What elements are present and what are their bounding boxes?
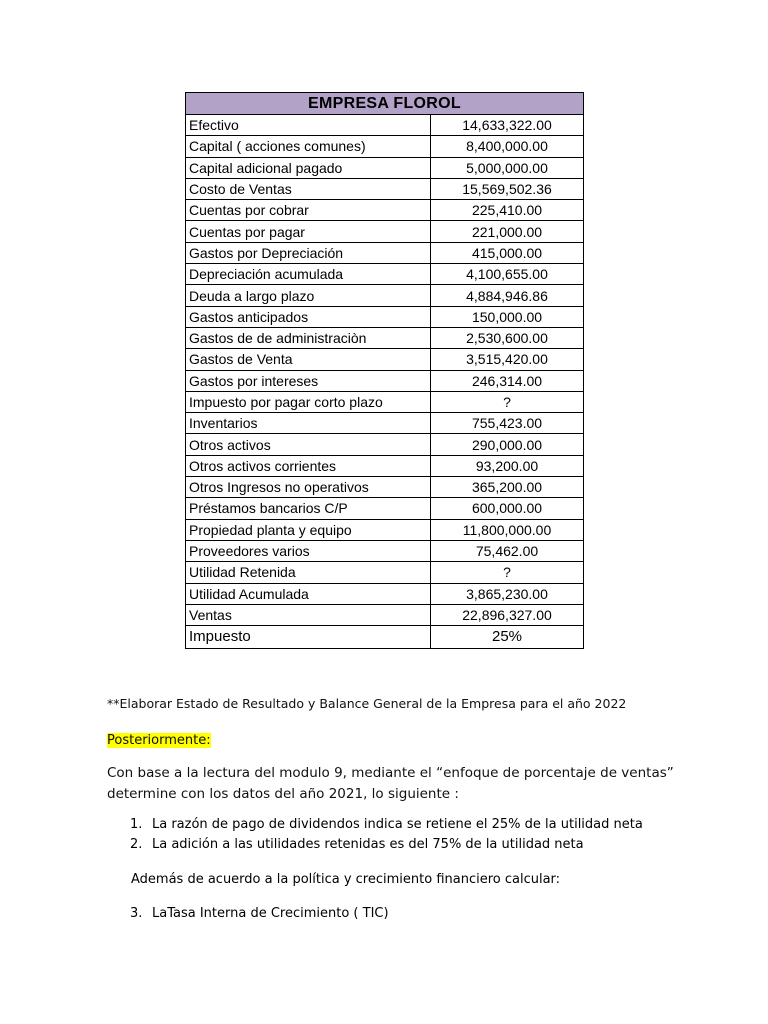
row-label: Efectivo xyxy=(186,115,431,136)
table-row xyxy=(186,477,584,498)
table-row xyxy=(186,370,584,391)
row-value: 365,200.00 xyxy=(431,477,584,498)
table-row xyxy=(186,455,584,476)
row-value: ? xyxy=(431,391,584,412)
table-row xyxy=(186,434,584,455)
row-value: 22,896,327.00 xyxy=(431,604,584,625)
row-label: Costo de Ventas xyxy=(186,178,431,199)
row-label: Inventarios xyxy=(186,413,431,434)
row-label: Utilidad Retenida xyxy=(186,562,431,583)
balance-data-table xyxy=(185,92,584,649)
intro-paragraph xyxy=(107,763,674,805)
row-value: 93,200.00 xyxy=(431,455,584,476)
table-row xyxy=(186,540,584,561)
table-row xyxy=(186,626,584,649)
row-value: 5,000,000.00 xyxy=(431,157,584,178)
row-value: 15,569,502.36 xyxy=(431,178,584,199)
row-label: Préstamos bancarios C/P xyxy=(186,498,431,519)
row-value: 415,000.00 xyxy=(431,242,584,263)
row-label: Gastos por Depreciación xyxy=(186,242,431,263)
table-body xyxy=(186,115,584,649)
table-row xyxy=(186,327,584,348)
table-row xyxy=(186,562,584,583)
row-label: Ventas xyxy=(186,604,431,625)
posteriormente-heading xyxy=(107,733,211,748)
row-value: 221,000.00 xyxy=(431,221,584,242)
row-value: 11,800,000.00 xyxy=(431,519,584,540)
table-row xyxy=(186,242,584,263)
row-label: Capital ( acciones comunes) xyxy=(186,136,431,157)
row-value: 4,100,655.00 xyxy=(431,264,584,285)
table-row xyxy=(186,604,584,625)
table-row xyxy=(186,349,584,370)
table-row xyxy=(186,221,584,242)
list-number: 2. xyxy=(130,837,143,852)
list-number: 3. xyxy=(130,906,143,921)
table-row xyxy=(186,519,584,540)
table-row xyxy=(186,115,584,136)
intro-line-2: determine con los datos del año 2021, lo siguiente : xyxy=(107,786,459,802)
row-label: Deuda a largo plazo xyxy=(186,285,431,306)
table-row xyxy=(186,391,584,412)
row-value: 246,314.00 xyxy=(431,370,584,391)
row-value: 4,884,946.86 xyxy=(431,285,584,306)
list-text: La razón de pago de dividendos indica se retiene el 25% de la utilidad neta xyxy=(152,817,643,832)
row-label: Proveedores varios xyxy=(186,540,431,561)
table-row xyxy=(186,413,584,434)
list-text: La adición a las utilidades retenidas es del 75% de la utilidad neta xyxy=(152,837,584,852)
row-value: ? xyxy=(431,562,584,583)
row-value: 3,865,230.00 xyxy=(431,583,584,604)
table-row xyxy=(186,264,584,285)
row-label: Gastos por intereses xyxy=(186,370,431,391)
row-value: 14,633,322.00 xyxy=(431,115,584,136)
table-row xyxy=(186,136,584,157)
row-label: Cuentas por pagar xyxy=(186,221,431,242)
row-value: 755,423.00 xyxy=(431,413,584,434)
list-number: 1. xyxy=(130,817,143,832)
row-label: Impuesto por pagar corto plazo xyxy=(186,391,431,412)
row-label: Propiedad planta y equipo xyxy=(186,519,431,540)
row-label: Impuesto xyxy=(186,626,431,649)
row-value: 150,000.00 xyxy=(431,306,584,327)
table-row xyxy=(186,583,584,604)
row-value: 75,462.00 xyxy=(431,540,584,561)
row-value: 290,000.00 xyxy=(431,434,584,455)
table-row xyxy=(186,178,584,199)
list-item xyxy=(130,837,584,852)
task-instruction: **Elaborar Estado de Resultado y Balance General de la Empresa para el año 2022 xyxy=(107,696,627,711)
table-row xyxy=(186,157,584,178)
table-title: EMPRESA FLOROL xyxy=(186,93,584,115)
row-label: Cuentas por cobrar xyxy=(186,200,431,221)
row-value: 25% xyxy=(431,626,584,649)
intro-line-1: Con base a la lectura del modulo 9, mediante el “enfoque de porcentaje de ventas” xyxy=(107,765,674,781)
row-label: Gastos anticipados xyxy=(186,306,431,327)
table-row xyxy=(186,200,584,221)
row-value: 600,000.00 xyxy=(431,498,584,519)
row-label: Utilidad Acumulada xyxy=(186,583,431,604)
row-label: Gastos de Venta xyxy=(186,349,431,370)
row-label: Otros activos xyxy=(186,434,431,455)
row-value: 225,410.00 xyxy=(431,200,584,221)
row-label: Otros activos corrientes xyxy=(186,455,431,476)
table-row xyxy=(186,306,584,327)
list-text: LaTasa Interna de Crecimiento ( TIC) xyxy=(152,906,389,921)
row-value: 8,400,000.00 xyxy=(431,136,584,157)
extra-instruction: Además de acuerdo a la política y crecimiento financiero calcular: xyxy=(131,872,561,887)
highlighted-label: Posteriormente: xyxy=(107,733,211,748)
table-row xyxy=(186,285,584,306)
list-item xyxy=(130,817,643,832)
table-row xyxy=(186,498,584,519)
row-label: Gastos de de administraciòn xyxy=(186,327,431,348)
row-label: Otros Ingresos no operativos xyxy=(186,477,431,498)
row-label: Capital adicional pagado xyxy=(186,157,431,178)
list-item xyxy=(130,906,389,921)
row-value: 3,515,420.00 xyxy=(431,349,584,370)
row-value: 2,530,600.00 xyxy=(431,327,584,348)
row-label: Depreciación acumulada xyxy=(186,264,431,285)
